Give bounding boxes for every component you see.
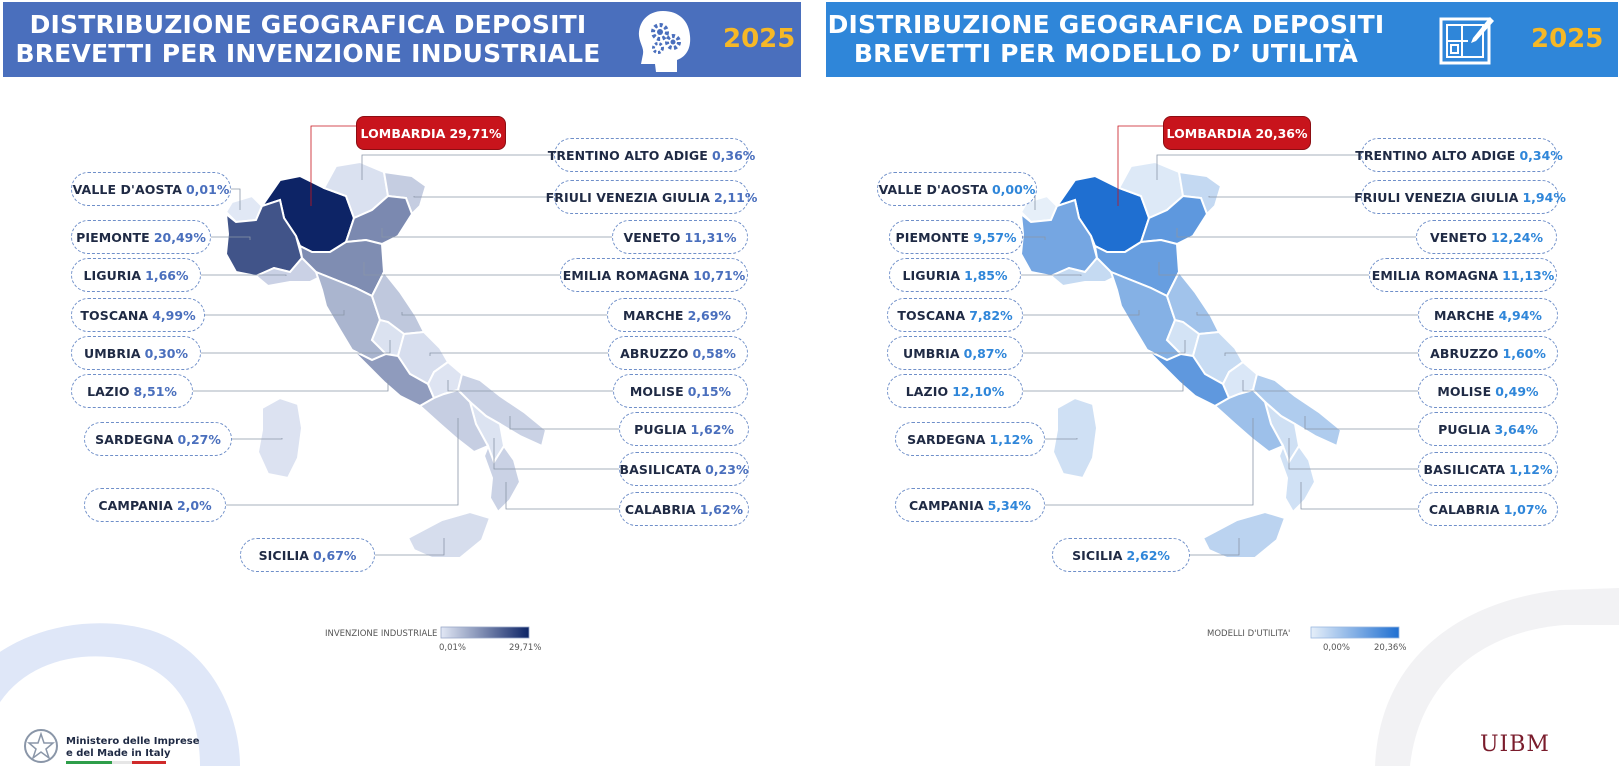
region-name: FRIULI VENEZIA GIULIA [545,189,710,205]
left-label-veneto [612,220,748,254]
region-value: 0,58% [692,345,736,361]
region-value: 11,31% [684,229,737,245]
left-legend-min: 0,01% [439,643,467,653]
region-value: 0,34% [1519,147,1563,163]
right-legend-title: MODELLI D'UTILITA' [1207,629,1291,639]
left-leader-toscana [205,310,344,315]
right-label-puglia [1418,412,1558,446]
region-value: 0,00% [991,181,1036,197]
right-label-toscana [887,298,1023,332]
region-name: LOMBARDIA [360,125,446,141]
left-leader-friuli-venezia-giulia [414,196,554,197]
left-label-calabria [619,492,749,526]
region-name: SARDEGNA [907,431,986,447]
right-leader-emilia-romagna [1159,262,1369,275]
left-year-label: 2025 [723,24,796,54]
region-name: LAZIO [87,383,130,399]
region-name: FRIULI VENEZIA GIULIA [1354,189,1519,205]
region-name: SICILIA [258,547,310,563]
left-label-toscana [71,298,205,332]
region-value: 9,57% [973,229,1017,245]
region-value: 1,12% [1509,461,1553,477]
region-value: 12,10% [952,383,1005,399]
right-leader-calabria [1301,482,1418,509]
region-value: 1,94% [1522,189,1566,205]
left-label-umbria [71,336,201,370]
left-region-sardegna [258,398,302,478]
region-value: 0,49% [1495,383,1539,399]
left-label-lombardia [356,116,506,150]
region-name: VALLE D'AOSTA [878,181,988,197]
right-label-friuli-venezia-giulia [1354,180,1566,214]
left-label-trentino-alto-adige [547,138,756,172]
right-leader-toscana [1023,310,1139,315]
region-value: 1,62% [699,501,744,517]
region-name: UMBRIA [83,345,141,361]
right-label-umbria [887,336,1023,370]
region-value: 10,71% [693,267,746,283]
left-label-abruzzo [608,336,748,370]
left-label-campania [84,488,226,522]
region-name: SARDEGNA [95,431,174,447]
region-value: 0,36% [711,147,756,163]
left-label-liguria [71,258,201,292]
region-name: UMBRIA [902,345,960,361]
region-name: CAMPANIA [98,497,173,513]
region-value: 7,82% [969,307,1013,323]
right-label-abruzzo [1418,336,1558,370]
region-value: 0,15% [687,383,732,399]
region-name: CALABRIA [624,501,696,517]
region-value: 0,87% [963,345,1008,361]
right-region-calabria [1279,446,1315,512]
left-legend-max: 29,71% [509,643,542,653]
right-label-lombardia [1163,116,1311,150]
right-label-sicilia [1052,538,1190,572]
flag-stripe-red [132,761,166,764]
region-name: PUGLIA [634,421,687,437]
left-region-sicilia [408,512,490,558]
left-label-emilia-romagna [560,258,748,292]
region-name: MOLISE [629,383,684,399]
right-label-valle-d-aosta [877,172,1037,206]
right-panel-title: DISTRIBUZIONE GEOGRAFICA DEPOSITI BREVETTI PER MODELLO D’ UTILITÀ [827,10,1385,68]
ministry-name: Ministero delle Imprese e del Made in Italy [66,736,200,759]
left-leader-lazio [193,380,388,391]
region-value: 2,11% [713,189,758,205]
right-leader-friuli-venezia-giulia [1209,196,1361,197]
right-label-piemonte [889,220,1023,254]
region-value: 1,62% [690,421,734,437]
region-value: 1,85% [964,267,1008,283]
right-leader-veneto [1177,228,1416,237]
region-name: VENETO [1429,229,1487,245]
region-name: MARCHE [623,307,684,323]
region-name: LAZIO [905,383,949,399]
region-value: 1,12% [989,431,1033,447]
right-label-calabria [1418,492,1558,526]
region-name: CALABRIA [1428,501,1500,517]
region-name: PIEMONTE [895,229,970,245]
region-name: LIGURIA [902,267,961,283]
flag-stripe-white [112,761,132,764]
region-value: 0,27% [177,431,221,447]
region-value: 1,66% [145,267,189,283]
region-value: 29,71% [449,125,502,141]
right-label-molise [1418,374,1558,408]
left-legend-title: INVENZIONE INDUSTRIALE [325,629,438,639]
region-value: 1,60% [1502,345,1546,361]
region-name: EMILIA ROMAGNA [562,267,690,283]
right-legend-min: 0,00% [1323,643,1351,653]
left-label-marche [607,298,747,332]
region-name: ABRUZZO [620,345,689,361]
region-name: PUGLIA [1438,421,1491,437]
region-value: 1,07% [1503,501,1548,517]
region-value: 11,13% [1502,267,1555,283]
region-name: PIEMONTE [76,229,150,245]
left-label-basilicata [619,452,749,486]
right-leader-abruzzo [1225,353,1418,356]
left-legend-gradient-bar [441,627,529,638]
region-value: 3,64% [1494,421,1538,437]
italy-map-modelli-utilita [1021,162,1341,558]
right-legend-max: 20,36% [1374,643,1407,653]
region-value: 8,51% [133,383,177,399]
region-value: 0,67% [313,547,357,563]
region-name: EMILIA ROMAGNA [1371,267,1499,283]
right-label-campania [895,488,1045,522]
republic-emblem-icon [22,727,60,765]
region-value: 5,34% [987,497,1031,513]
left-label-puglia [619,412,749,446]
left-leader-emilia-romagna [364,262,560,275]
left-panel-title: DISTRIBUZIONE GEOGRAFICA DEPOSITI BREVETTI PER INVENZIONE INDUSTRIALE [15,10,601,68]
region-value: 2,0% [176,497,212,513]
region-name: MARCHE [1434,307,1495,323]
region-name: CAMPANIA [909,497,984,513]
region-name: MOLISE [1437,383,1492,399]
region-name: TOSCANA [897,307,966,323]
right-legend-gradient-bar [1311,627,1399,638]
right-label-sardegna [895,422,1045,456]
region-value: 4,94% [1498,307,1542,323]
italy-map-invenzione [226,162,546,558]
right-leader-marche [1197,312,1418,315]
region-name: TOSCANA [80,307,149,323]
left-leader-abruzzo [430,353,608,356]
right-region-sardegna [1053,398,1097,478]
region-name: SICILIA [1072,547,1123,563]
region-value: 4,99% [152,307,196,323]
region-value: 20,49% [153,229,206,245]
left-label-valle-d-aosta [71,172,231,206]
right-year-label: 2025 [1531,24,1604,54]
region-name: BASILICATA [619,461,702,477]
right-label-trentino-alto-adige [1355,138,1563,172]
left-leader-veneto [382,228,612,237]
region-value: 20,36% [1255,125,1308,141]
right-label-lazio [887,374,1023,408]
region-name: VENETO [623,229,681,245]
region-value: 12,24% [1490,229,1544,245]
region-name: VALLE D'AOSTA [72,181,182,197]
left-label-sicilia [240,538,375,572]
flag-stripe-green [66,761,112,764]
right-leader-lazio [1023,380,1183,391]
region-name: LIGURIA [83,267,142,283]
region-value: 2,69% [687,307,731,323]
left-label-sardegna [84,422,232,456]
region-name: TRENTINO ALTO ADIGE [1355,147,1516,163]
region-value: 0,01% [185,181,230,197]
right-label-liguria [889,258,1021,292]
left-label-friuli-venezia-giulia [545,180,758,214]
region-name: LOMBARDIA [1166,125,1252,141]
right-region-sicilia [1203,512,1285,558]
left-leader-calabria [506,482,619,509]
region-name: TRENTINO ALTO ADIGE [547,147,708,163]
right-label-veneto [1416,220,1557,254]
region-name: ABRUZZO [1430,345,1499,361]
left-region-calabria [484,446,520,512]
right-label-basilicata [1418,452,1558,486]
left-label-piemonte [71,220,211,254]
region-value: 2,62% [1126,547,1170,563]
region-value: 0,23% [705,461,749,477]
right-label-emilia-romagna [1369,258,1557,292]
left-leader-marche [402,312,607,315]
right-label-marche [1418,298,1558,332]
left-label-lazio [71,374,193,408]
uibm-logo: UIBM [1480,732,1550,757]
region-value: 0,30% [144,345,189,361]
left-label-molise [613,374,748,408]
region-name: BASILICATA [1423,461,1506,477]
